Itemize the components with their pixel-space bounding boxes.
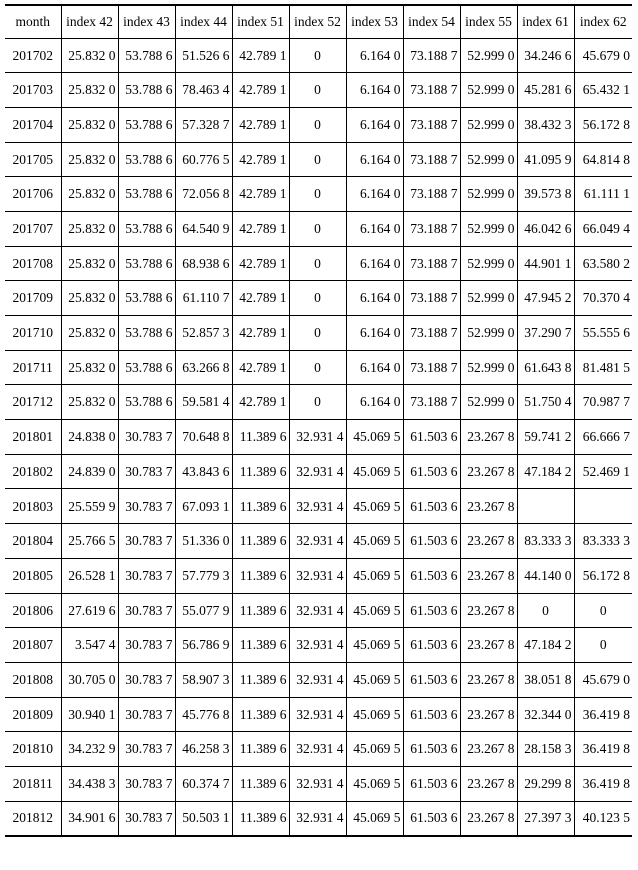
table-container <box>5 4 632 837</box>
table-row <box>5 246 632 281</box>
value-cell: 57.779 3 <box>175 558 232 593</box>
value-cell: 42.789 1 <box>232 73 289 108</box>
value-cell: 25.832 0 <box>61 107 118 142</box>
value-cell: 23.267 8 <box>460 628 517 663</box>
column-header: index 55 <box>460 5 517 38</box>
month-cell: 201809 <box>5 697 61 732</box>
value-cell: 47.184 2 <box>517 628 574 663</box>
value-cell: 32.931 4 <box>289 420 346 455</box>
value-cell: 61.503 6 <box>403 662 460 697</box>
month-cell: 201707 <box>5 211 61 246</box>
value-cell: 30.783 7 <box>118 662 175 697</box>
value-cell: 57.328 7 <box>175 107 232 142</box>
value-cell: 34.438 3 <box>61 766 118 801</box>
value-cell: 42.789 1 <box>232 350 289 385</box>
month-cell: 201803 <box>5 489 61 524</box>
value-cell: 30.783 7 <box>118 558 175 593</box>
value-cell: 23.267 8 <box>460 524 517 559</box>
value-cell: 66.049 4 <box>574 211 632 246</box>
value-cell: 26.528 1 <box>61 558 118 593</box>
value-cell: 0 <box>517 593 574 628</box>
value-cell: 25.832 0 <box>61 350 118 385</box>
value-cell: 30.783 7 <box>118 524 175 559</box>
value-cell: 53.788 6 <box>118 316 175 351</box>
month-cell: 201812 <box>5 801 61 836</box>
column-header: index 44 <box>175 5 232 38</box>
value-cell: 25.832 0 <box>61 177 118 212</box>
value-cell: 30.783 7 <box>118 593 175 628</box>
column-header: index 51 <box>232 5 289 38</box>
value-cell: 53.788 6 <box>118 107 175 142</box>
value-cell: 56.786 9 <box>175 628 232 663</box>
value-cell: 52.999 0 <box>460 350 517 385</box>
value-cell: 52.999 0 <box>460 38 517 73</box>
value-cell: 45.069 5 <box>346 628 403 663</box>
value-cell: 78.463 4 <box>175 73 232 108</box>
table-row <box>5 316 632 351</box>
value-cell: 45.069 5 <box>346 558 403 593</box>
value-cell: 23.267 8 <box>460 454 517 489</box>
value-cell: 65.432 1 <box>574 73 632 108</box>
table-row <box>5 38 632 73</box>
value-cell: 43.843 6 <box>175 454 232 489</box>
value-cell: 25.832 0 <box>61 316 118 351</box>
table-row <box>5 489 632 524</box>
value-cell: 42.789 1 <box>232 316 289 351</box>
column-header: index 42 <box>61 5 118 38</box>
month-cell: 201802 <box>5 454 61 489</box>
value-cell: 32.931 4 <box>289 766 346 801</box>
value-cell: 53.788 6 <box>118 38 175 73</box>
value-cell: 52.999 0 <box>460 142 517 177</box>
value-cell: 11.389 6 <box>232 766 289 801</box>
value-cell: 61.503 6 <box>403 697 460 732</box>
column-header: index 43 <box>118 5 175 38</box>
value-cell: 25.832 0 <box>61 385 118 420</box>
value-cell: 83.333 3 <box>517 524 574 559</box>
value-cell: 47.184 2 <box>517 454 574 489</box>
value-cell: 61.503 6 <box>403 489 460 524</box>
value-cell: 73.188 7 <box>403 281 460 316</box>
value-cell: 32.931 4 <box>289 697 346 732</box>
value-cell: 30.783 7 <box>118 766 175 801</box>
table-row <box>5 801 632 836</box>
value-cell: 61.503 6 <box>403 593 460 628</box>
column-header: index 52 <box>289 5 346 38</box>
value-cell: 11.389 6 <box>232 662 289 697</box>
value-cell: 25.832 0 <box>61 73 118 108</box>
value-cell: 41.095 9 <box>517 142 574 177</box>
value-cell: 56.172 8 <box>574 558 632 593</box>
value-cell: 6.164 0 <box>346 38 403 73</box>
column-header: index 62 <box>574 5 632 38</box>
value-cell: 25.832 0 <box>61 246 118 281</box>
value-cell: 11.389 6 <box>232 732 289 767</box>
value-cell: 0 <box>289 246 346 281</box>
value-cell: 25.832 0 <box>61 142 118 177</box>
value-cell: 29.299 8 <box>517 766 574 801</box>
table-row <box>5 593 632 628</box>
value-cell <box>574 489 632 524</box>
value-cell: 42.789 1 <box>232 385 289 420</box>
value-cell: 11.389 6 <box>232 593 289 628</box>
month-cell: 201808 <box>5 662 61 697</box>
value-cell: 45.069 5 <box>346 593 403 628</box>
month-cell: 201810 <box>5 732 61 767</box>
value-cell: 45.281 6 <box>517 73 574 108</box>
value-cell: 34.901 6 <box>61 801 118 836</box>
value-cell: 27.397 3 <box>517 801 574 836</box>
value-cell: 52.999 0 <box>460 211 517 246</box>
value-cell: 6.164 0 <box>346 246 403 281</box>
value-cell: 42.789 1 <box>232 177 289 212</box>
value-cell: 61.643 8 <box>517 350 574 385</box>
value-cell: 27.619 6 <box>61 593 118 628</box>
value-cell: 52.999 0 <box>460 246 517 281</box>
value-cell: 45.776 8 <box>175 697 232 732</box>
value-cell: 51.526 6 <box>175 38 232 73</box>
value-cell: 42.789 1 <box>232 107 289 142</box>
value-cell: 72.056 8 <box>175 177 232 212</box>
value-cell: 23.267 8 <box>460 766 517 801</box>
value-cell: 23.267 8 <box>460 558 517 593</box>
value-cell: 6.164 0 <box>346 107 403 142</box>
value-cell: 60.776 5 <box>175 142 232 177</box>
value-cell: 25.559 9 <box>61 489 118 524</box>
value-cell: 0 <box>289 142 346 177</box>
value-cell: 45.069 5 <box>346 801 403 836</box>
value-cell: 0 <box>289 316 346 351</box>
value-cell: 11.389 6 <box>232 558 289 593</box>
month-cell: 201805 <box>5 558 61 593</box>
value-cell: 60.374 7 <box>175 766 232 801</box>
value-cell: 61.111 1 <box>574 177 632 212</box>
value-cell: 32.344 0 <box>517 697 574 732</box>
value-cell: 73.188 7 <box>403 177 460 212</box>
column-header: index 53 <box>346 5 403 38</box>
value-cell: 81.481 5 <box>574 350 632 385</box>
value-cell: 11.389 6 <box>232 697 289 732</box>
value-cell: 53.788 6 <box>118 73 175 108</box>
month-cell: 201804 <box>5 524 61 559</box>
value-cell: 23.267 8 <box>460 732 517 767</box>
value-cell: 23.267 8 <box>460 489 517 524</box>
value-cell: 53.788 6 <box>118 281 175 316</box>
value-cell: 6.164 0 <box>346 177 403 212</box>
value-cell: 55.555 6 <box>574 316 632 351</box>
table-row <box>5 558 632 593</box>
table-row <box>5 211 632 246</box>
value-cell: 32.931 4 <box>289 489 346 524</box>
value-cell: 73.188 7 <box>403 211 460 246</box>
value-cell: 30.783 7 <box>118 420 175 455</box>
value-cell: 36.419 8 <box>574 697 632 732</box>
table-row <box>5 732 632 767</box>
month-cell: 201702 <box>5 38 61 73</box>
month-cell: 201704 <box>5 107 61 142</box>
month-cell: 201807 <box>5 628 61 663</box>
value-cell: 30.705 0 <box>61 662 118 697</box>
value-cell: 0 <box>289 350 346 385</box>
value-cell: 0 <box>289 385 346 420</box>
value-cell: 51.750 4 <box>517 385 574 420</box>
value-cell: 55.077 9 <box>175 593 232 628</box>
value-cell: 25.766 5 <box>61 524 118 559</box>
value-cell: 32.931 4 <box>289 524 346 559</box>
value-cell: 11.389 6 <box>232 524 289 559</box>
month-cell: 201709 <box>5 281 61 316</box>
value-cell: 34.232 9 <box>61 732 118 767</box>
value-cell: 0 <box>574 628 632 663</box>
value-cell: 61.503 6 <box>403 732 460 767</box>
value-cell: 6.164 0 <box>346 281 403 316</box>
value-cell: 0 <box>289 107 346 142</box>
value-cell: 68.938 6 <box>175 246 232 281</box>
value-cell: 42.789 1 <box>232 38 289 73</box>
value-cell: 23.267 8 <box>460 662 517 697</box>
value-cell: 11.389 6 <box>232 489 289 524</box>
value-cell: 73.188 7 <box>403 142 460 177</box>
month-cell: 201806 <box>5 593 61 628</box>
month-cell: 201705 <box>5 142 61 177</box>
value-cell: 61.503 6 <box>403 558 460 593</box>
value-cell: 52.999 0 <box>460 281 517 316</box>
month-cell: 201708 <box>5 246 61 281</box>
value-cell: 6.164 0 <box>346 316 403 351</box>
value-cell: 45.069 5 <box>346 662 403 697</box>
value-cell: 73.188 7 <box>403 385 460 420</box>
value-cell: 52.999 0 <box>460 316 517 351</box>
value-cell: 23.267 8 <box>460 801 517 836</box>
value-cell: 42.789 1 <box>232 246 289 281</box>
value-cell: 61.503 6 <box>403 454 460 489</box>
value-cell: 66.666 7 <box>574 420 632 455</box>
value-cell: 32.931 4 <box>289 558 346 593</box>
value-cell: 61.110 7 <box>175 281 232 316</box>
value-cell: 53.788 6 <box>118 142 175 177</box>
value-cell: 73.188 7 <box>403 107 460 142</box>
value-cell: 61.503 6 <box>403 766 460 801</box>
month-cell: 201801 <box>5 420 61 455</box>
value-cell: 52.857 3 <box>175 316 232 351</box>
value-cell: 36.419 8 <box>574 732 632 767</box>
value-cell: 53.788 6 <box>118 177 175 212</box>
value-cell: 32.931 4 <box>289 628 346 663</box>
value-cell: 45.069 5 <box>346 420 403 455</box>
value-cell: 44.140 0 <box>517 558 574 593</box>
table-row <box>5 454 632 489</box>
value-cell: 59.741 2 <box>517 420 574 455</box>
value-cell: 46.042 6 <box>517 211 574 246</box>
table-row <box>5 385 632 420</box>
value-cell: 23.267 8 <box>460 697 517 732</box>
value-cell: 39.573 8 <box>517 177 574 212</box>
value-cell: 52.999 0 <box>460 385 517 420</box>
value-cell: 30.783 7 <box>118 732 175 767</box>
value-cell: 46.258 3 <box>175 732 232 767</box>
month-cell: 201710 <box>5 316 61 351</box>
value-cell: 36.419 8 <box>574 766 632 801</box>
value-cell: 25.832 0 <box>61 281 118 316</box>
value-cell: 32.931 4 <box>289 662 346 697</box>
value-cell: 73.188 7 <box>403 38 460 73</box>
value-cell: 70.370 4 <box>574 281 632 316</box>
value-cell: 0 <box>289 211 346 246</box>
table-row <box>5 281 632 316</box>
value-cell: 32.931 4 <box>289 454 346 489</box>
table-row <box>5 697 632 732</box>
value-cell <box>517 489 574 524</box>
value-cell: 23.267 8 <box>460 593 517 628</box>
value-cell: 42.789 1 <box>232 142 289 177</box>
value-cell: 67.093 1 <box>175 489 232 524</box>
value-cell: 53.788 6 <box>118 385 175 420</box>
table-row <box>5 177 632 212</box>
table-row <box>5 420 632 455</box>
month-cell: 201811 <box>5 766 61 801</box>
value-cell: 11.389 6 <box>232 628 289 663</box>
value-cell: 42.789 1 <box>232 211 289 246</box>
value-cell: 73.188 7 <box>403 350 460 385</box>
value-cell: 28.158 3 <box>517 732 574 767</box>
value-cell: 30.940 1 <box>61 697 118 732</box>
value-cell: 34.246 6 <box>517 38 574 73</box>
value-cell: 30.783 7 <box>118 489 175 524</box>
value-cell: 38.051 8 <box>517 662 574 697</box>
value-cell: 45.069 5 <box>346 524 403 559</box>
value-cell: 6.164 0 <box>346 73 403 108</box>
value-cell: 59.581 4 <box>175 385 232 420</box>
value-cell: 6.164 0 <box>346 385 403 420</box>
value-cell: 3.547 4 <box>61 628 118 663</box>
value-cell: 61.503 6 <box>403 801 460 836</box>
value-cell: 47.945 2 <box>517 281 574 316</box>
value-cell: 37.290 7 <box>517 316 574 351</box>
table-row <box>5 73 632 108</box>
table-row <box>5 142 632 177</box>
value-cell: 25.832 0 <box>61 38 118 73</box>
table-row <box>5 628 632 663</box>
value-cell: 30.783 7 <box>118 454 175 489</box>
value-cell: 0 <box>289 38 346 73</box>
value-cell: 45.069 5 <box>346 697 403 732</box>
value-cell: 70.648 8 <box>175 420 232 455</box>
value-cell: 63.266 8 <box>175 350 232 385</box>
value-cell: 70.987 7 <box>574 385 632 420</box>
value-cell: 61.503 6 <box>403 628 460 663</box>
value-cell: 11.389 6 <box>232 801 289 836</box>
value-cell: 0 <box>289 73 346 108</box>
value-cell: 52.999 0 <box>460 73 517 108</box>
value-cell: 73.188 7 <box>403 73 460 108</box>
column-header: index 61 <box>517 5 574 38</box>
value-cell: 11.389 6 <box>232 420 289 455</box>
value-cell: 52.469 1 <box>574 454 632 489</box>
value-cell: 11.389 6 <box>232 454 289 489</box>
value-cell: 6.164 0 <box>346 350 403 385</box>
month-cell: 201706 <box>5 177 61 212</box>
value-cell: 23.267 8 <box>460 420 517 455</box>
value-cell: 73.188 7 <box>403 316 460 351</box>
value-cell: 61.503 6 <box>403 524 460 559</box>
table-row <box>5 524 632 559</box>
value-cell: 53.788 6 <box>118 350 175 385</box>
value-cell: 25.832 0 <box>61 211 118 246</box>
value-cell: 40.123 5 <box>574 801 632 836</box>
value-cell: 0 <box>289 281 346 316</box>
value-cell: 51.336 0 <box>175 524 232 559</box>
value-cell: 61.503 6 <box>403 420 460 455</box>
value-cell: 50.503 1 <box>175 801 232 836</box>
value-cell: 6.164 0 <box>346 142 403 177</box>
value-cell: 44.901 1 <box>517 246 574 281</box>
value-cell: 63.580 2 <box>574 246 632 281</box>
column-header: index 54 <box>403 5 460 38</box>
value-cell: 45.069 5 <box>346 732 403 767</box>
index-table <box>5 4 632 837</box>
value-cell: 45.679 0 <box>574 662 632 697</box>
value-cell: 45.069 5 <box>346 454 403 489</box>
value-cell: 73.188 7 <box>403 246 460 281</box>
table-body <box>5 38 632 836</box>
table-row <box>5 107 632 142</box>
value-cell: 53.788 6 <box>118 211 175 246</box>
month-cell: 201712 <box>5 385 61 420</box>
column-header: month <box>5 5 61 38</box>
month-cell: 201711 <box>5 350 61 385</box>
table-row <box>5 662 632 697</box>
header-row <box>5 5 632 38</box>
value-cell: 52.999 0 <box>460 107 517 142</box>
value-cell: 0 <box>574 593 632 628</box>
value-cell: 0 <box>289 177 346 212</box>
value-cell: 58.907 3 <box>175 662 232 697</box>
value-cell: 56.172 8 <box>574 107 632 142</box>
table-row <box>5 766 632 801</box>
value-cell: 32.931 4 <box>289 732 346 767</box>
value-cell: 45.069 5 <box>346 489 403 524</box>
value-cell: 45.679 0 <box>574 38 632 73</box>
table-row <box>5 350 632 385</box>
value-cell: 24.838 0 <box>61 420 118 455</box>
value-cell: 30.783 7 <box>118 801 175 836</box>
value-cell: 32.931 4 <box>289 801 346 836</box>
value-cell: 24.839 0 <box>61 454 118 489</box>
value-cell: 52.999 0 <box>460 177 517 212</box>
value-cell: 6.164 0 <box>346 211 403 246</box>
value-cell: 64.814 8 <box>574 142 632 177</box>
value-cell: 30.783 7 <box>118 697 175 732</box>
value-cell: 45.069 5 <box>346 766 403 801</box>
value-cell: 53.788 6 <box>118 246 175 281</box>
value-cell: 83.333 3 <box>574 524 632 559</box>
value-cell: 64.540 9 <box>175 211 232 246</box>
value-cell: 38.432 3 <box>517 107 574 142</box>
value-cell: 42.789 1 <box>232 281 289 316</box>
value-cell: 30.783 7 <box>118 628 175 663</box>
month-cell: 201703 <box>5 73 61 108</box>
value-cell: 32.931 4 <box>289 593 346 628</box>
